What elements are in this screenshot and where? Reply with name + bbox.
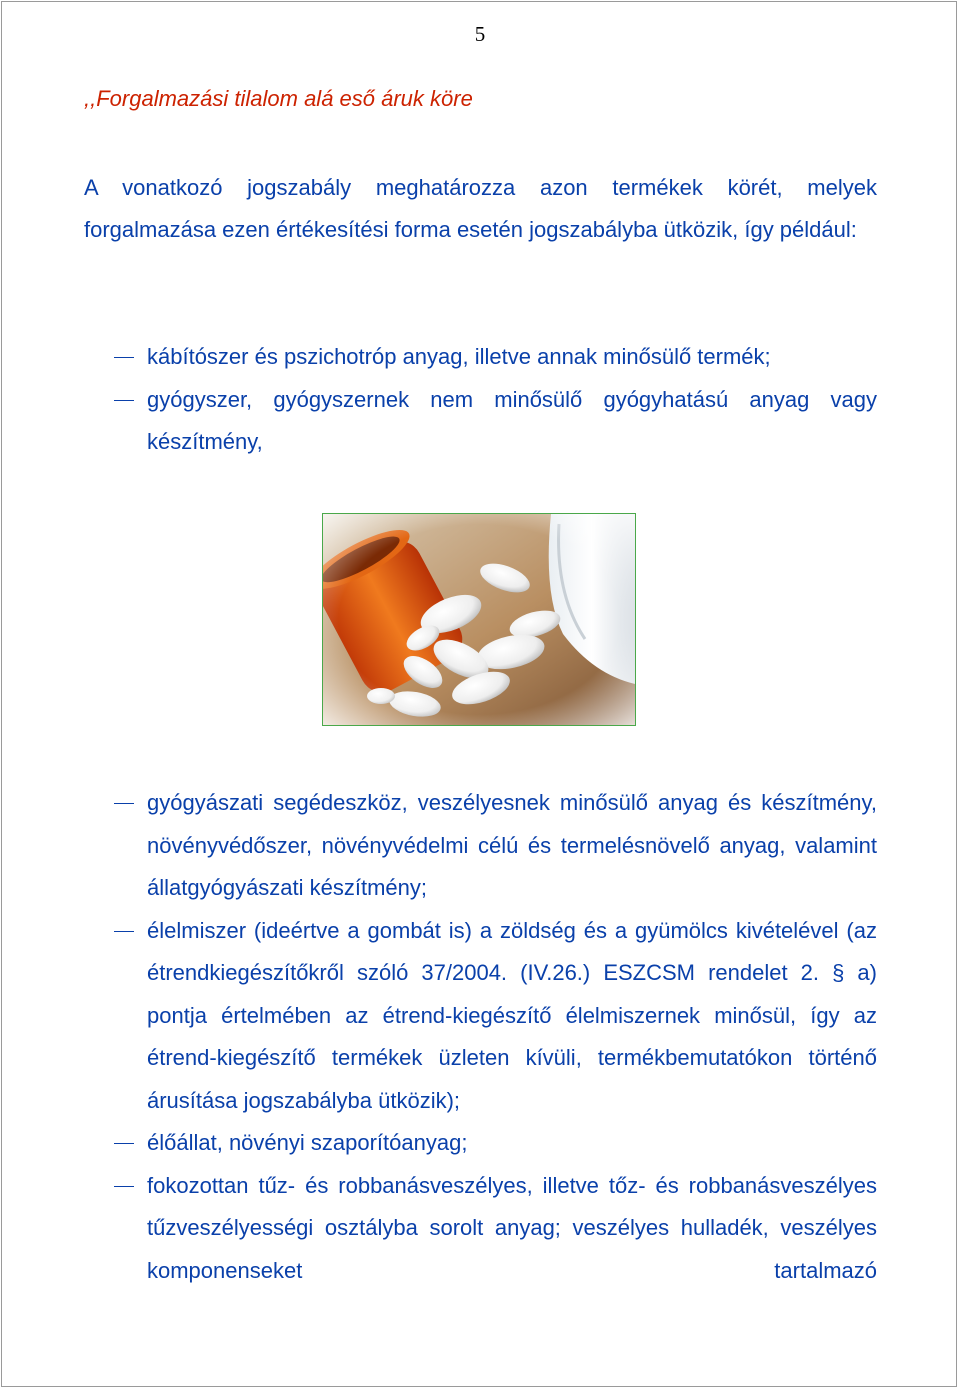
pills-photo: [322, 513, 636, 726]
prohibited-items-list-bottom: [0, 782, 960, 1292]
list-item: [0, 1165, 877, 1293]
dash-bullet: [114, 1165, 134, 1207]
intro-paragraph: A vonatkozó jogszabály meghatározza azon termékek körét, melyek forgalmazása ezen értékesítési forma esetén jogszabályba ütközik, így például:: [84, 175, 877, 242]
list-item: [0, 782, 877, 910]
page-number: 5: [474, 22, 486, 46]
list-item-text: kábítószer és pszichotróp anyag, illetve annak minősülő termék;: [147, 344, 771, 369]
section-heading: ,,Forgalmazási tilalom alá eső áruk köre: [84, 86, 473, 111]
list-item: [0, 379, 877, 464]
list-item: [0, 1122, 877, 1165]
list-item-text: fokozottan tűz- és robbanásveszélyes, illetve tőz- és robbanásveszélyes tűzveszélyességi osztályba sorolt anyag; veszélyes hulladék, veszélyes komponenseket tartalmazó: [147, 1172, 877, 1283]
dash-bullet: [114, 1122, 134, 1164]
dash-bullet: [114, 379, 134, 421]
dash-bullet: [114, 910, 134, 952]
list-item-text: gyógyszer, gyógyszernek nem minősülő gyógyhatású anyag vagy készítmény,: [147, 386, 877, 454]
prohibited-items-list-top: [0, 336, 960, 464]
dash-bullet: [114, 336, 134, 378]
pills-illustration: [323, 514, 635, 725]
dash-bullet: [114, 782, 134, 824]
list-item-text: élelmiszer (ideértve a gombát is) a zöldség és a gyümölcs kivételével (az étrendkiegészítőkről szóló 37/2004. (IV.26.) ESZCSM rendelet 2. § a) pontja értelmében az étrend-kiegészítő élelmiszernek minősül, így az étrend-kiegészítő termékek üzleten kívüli, termékbemutatókon történő árusítása jogszabályba ütközik);: [147, 917, 877, 1113]
list-item-text: gyógyászati segédeszköz, veszélyesnek minősülő anyag és készítmény, növényvédőszer, növényvédelmi célú és termelésnövelő anyag, valamint állatgyógyászati készítmény;: [147, 790, 877, 900]
list-item: [0, 336, 877, 379]
list-item: [0, 910, 877, 1123]
list-item-text: élőállat, növényi szaporítóanyag;: [147, 1130, 468, 1155]
